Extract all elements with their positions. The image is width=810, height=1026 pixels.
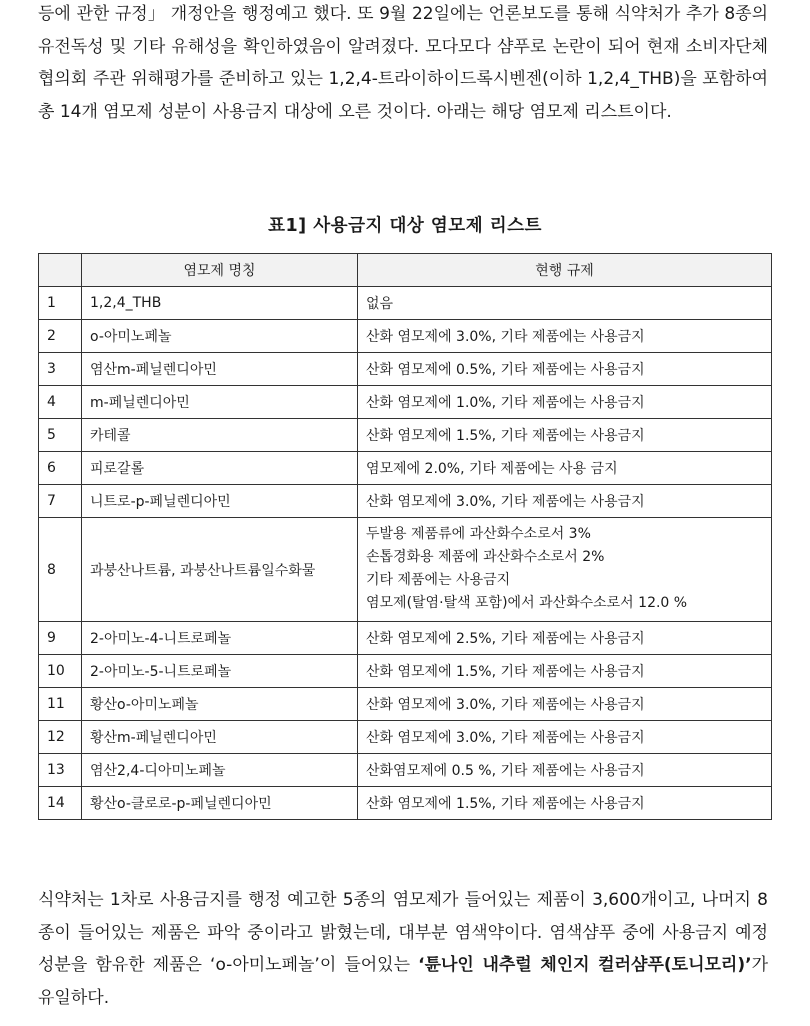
current-rule: 산화 염모제에 1.5%, 기타 제품에는 사용금지 xyxy=(358,787,772,820)
row-number: 2 xyxy=(39,320,82,353)
outro-text-end: 가 유일하다. xyxy=(38,955,768,1008)
rule-line: 염모제(탈염·탈색 포함)에서 과산화수소로서 12.0 % xyxy=(366,595,688,611)
intro-paragraph: 등에 관한 규정」 개정안을 행정예고 했다. 또 9월 22일에는 언론보도를 통해 식약처가 추가 8종의 유전독성 및 기타 유해성을 확인하였음이 알려졌다. 모다모다 샴푸로 논란이 되어 현재 소비자단체협의회 주관 위해평가를 준비하고 있는 1,2,4-트라이하이드록시벤젠(이하 1,2,4_THB)을 포함하여 총 14개 염모제 성분이 사용금지 대상에 오른 것이다. 아래는 해당 염모제 리스트이다. xyxy=(38,4,768,122)
current-rule: 산화 염모제에 3.0%, 기타 제품에는 사용금지 xyxy=(358,688,772,721)
current-rule: 산화염모제에 0.5 %, 기타 제품에는 사용금지 xyxy=(358,754,772,787)
table-row xyxy=(39,419,772,452)
table-row xyxy=(39,452,772,485)
current-rule: 없음 xyxy=(358,287,772,320)
table-title: 표1] 사용금지 대상 염모제 리스트 xyxy=(268,216,542,236)
dye-name: 황산o-아미노페놀 xyxy=(82,688,358,721)
rule-line: 두발용 제품류에 과산화수소로서 3% xyxy=(366,526,591,542)
table-row xyxy=(39,386,772,419)
table-header-row xyxy=(39,254,772,287)
table-row xyxy=(39,518,772,622)
dye-name: 염산2,4-디아미노페놀 xyxy=(82,754,358,787)
dye-name: 니트로-p-페닐렌디아민 xyxy=(82,485,358,518)
dye-name: o-아미노페놀 xyxy=(82,320,358,353)
row-number: 10 xyxy=(39,655,82,688)
table-row xyxy=(39,320,772,353)
row-number: 4 xyxy=(39,386,82,419)
current-rule: 산화 염모제에 1.5%, 기타 제품에는 사용금지 xyxy=(358,419,772,452)
current-rule: 염모제에 2.0%, 기타 제품에는 사용 금지 xyxy=(358,452,772,485)
dye-name: 황산o-클로로-p-페닐렌디아민 xyxy=(82,787,358,820)
current-rule: 산화 염모제에 0.5%, 기타 제품에는 사용금지 xyxy=(358,353,772,386)
table-row xyxy=(39,721,772,754)
row-number: 3 xyxy=(39,353,82,386)
current-rule: 산화 염모제에 3.0%, 기타 제품에는 사용금지 xyxy=(358,320,772,353)
row-number: 11 xyxy=(39,688,82,721)
row-number: 1 xyxy=(39,287,82,320)
dye-name: 2-아미노-4-니트로페놀 xyxy=(82,622,358,655)
dye-name: 피로갈롤 xyxy=(82,452,358,485)
table-row xyxy=(39,754,772,787)
dye-name: 1,2,4_THB xyxy=(82,287,358,320)
current-rule: 산화 염모제에 3.0%, 기타 제품에는 사용금지 xyxy=(358,485,772,518)
row-number: 12 xyxy=(39,721,82,754)
header-no xyxy=(39,254,82,287)
row-number: 8 xyxy=(39,518,82,622)
table-row xyxy=(39,688,772,721)
current-rule xyxy=(358,518,772,622)
row-number: 5 xyxy=(39,419,82,452)
dye-name: 황산m-페닐렌디아민 xyxy=(82,721,358,754)
outro-paragraph xyxy=(38,884,768,1014)
row-number: 6 xyxy=(39,452,82,485)
dye-ban-table xyxy=(38,253,772,820)
dye-name: 과붕산나트륨, 과붕산나트륨일수화물 xyxy=(82,518,358,622)
current-rule: 산화 염모제에 1.5%, 기타 제품에는 사용금지 xyxy=(358,655,772,688)
header-name: 염모제 명칭 xyxy=(82,254,358,287)
header-rule: 현행 규제 xyxy=(358,254,772,287)
current-rule: 산화 염모제에 3.0%, 기타 제품에는 사용금지 xyxy=(358,721,772,754)
product-name: ‘튠나인 내추럴 체인지 컬러샴푸(토니모리)’ xyxy=(418,955,752,975)
row-number: 13 xyxy=(39,754,82,787)
table-row xyxy=(39,787,772,820)
rule-line: 기타 제품에는 사용금지 xyxy=(366,572,511,588)
dye-name: 염산m-페닐렌디아민 xyxy=(82,353,358,386)
dye-name: 2-아미노-5-니트로페놀 xyxy=(82,655,358,688)
dye-name: 카테콜 xyxy=(82,419,358,452)
table-row xyxy=(39,353,772,386)
row-number: 14 xyxy=(39,787,82,820)
table-row xyxy=(39,655,772,688)
table-row xyxy=(39,622,772,655)
rule-line: 손톱경화용 제품에 과산화수소로서 2% xyxy=(366,549,605,565)
row-number: 7 xyxy=(39,485,82,518)
row-number: 9 xyxy=(39,622,82,655)
current-rule: 산화 염모제에 2.5%, 기타 제품에는 사용금지 xyxy=(358,622,772,655)
table-row xyxy=(39,485,772,518)
dye-name: m-페닐렌디아민 xyxy=(82,386,358,419)
current-rule: 산화 염모제에 1.0%, 기타 제품에는 사용금지 xyxy=(358,386,772,419)
table-row xyxy=(39,287,772,320)
outro-text: 식약처는 1차로 사용금지를 행정 예고한 5종의 염모제가 들어있는 제품이 3,600개이고, 나머지 8종이 들어있는 제품은 파악 중이라고 밝혔는데, 대부분 염색약이다. 염색샴푸 중에 사용금지 예정 성분을 함유한 제품은 ‘o-아미노페놀’이 들어있는 xyxy=(38,890,768,975)
